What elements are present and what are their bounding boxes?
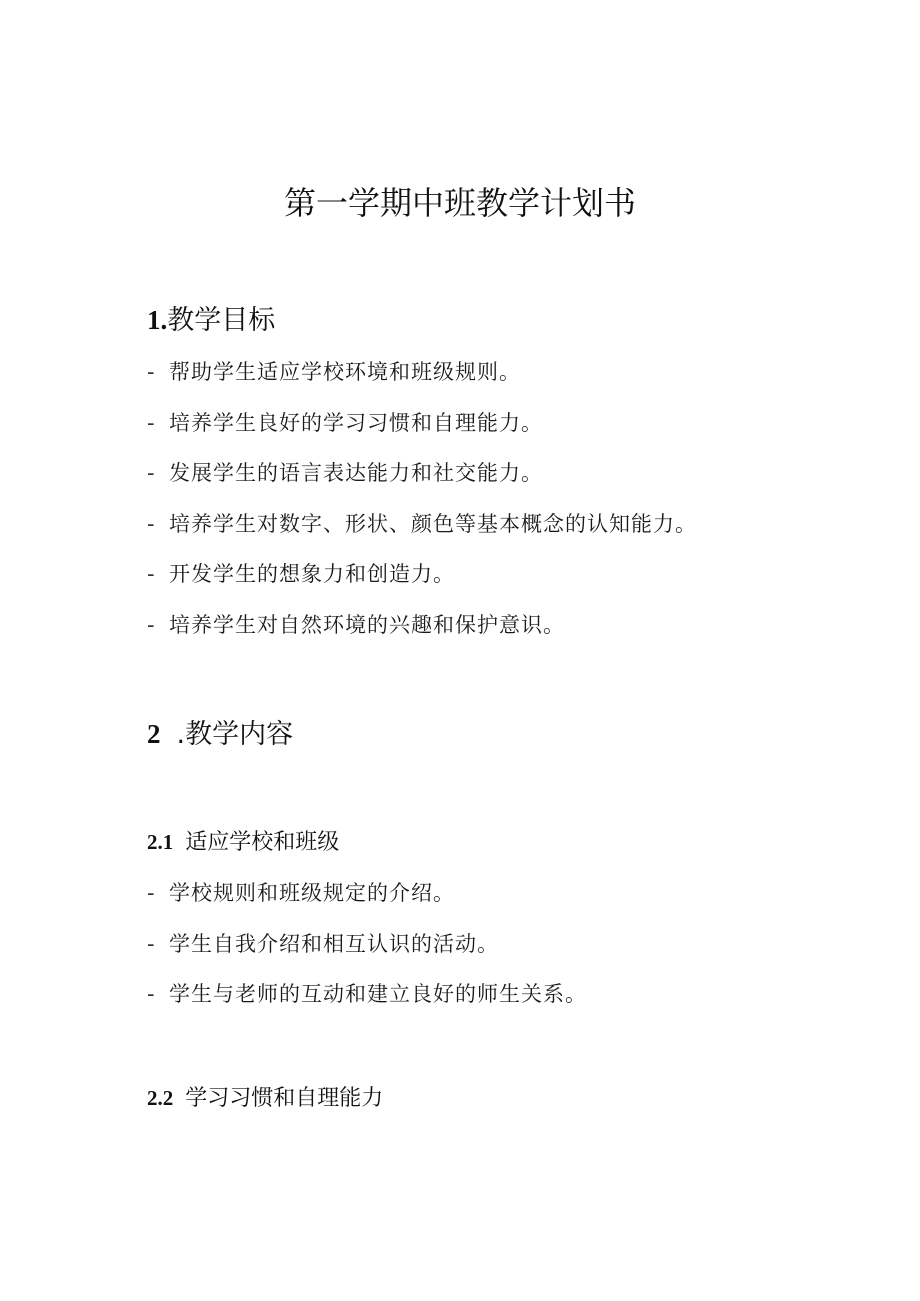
list-item bbox=[147, 610, 697, 661]
list-item-text: 学校规则和班级规定的介绍。 bbox=[169, 881, 455, 905]
list-item bbox=[147, 408, 697, 459]
list-item bbox=[147, 357, 697, 408]
subsection-heading-2-1 bbox=[147, 825, 339, 856]
list-item-text: 培养学生对自然环境的兴趣和保护意识。 bbox=[169, 612, 565, 637]
bullet-dash: - bbox=[147, 982, 156, 1006]
bullet-dash: - bbox=[147, 931, 156, 956]
bullet-dash: - bbox=[147, 881, 156, 905]
section-number-2: 2 bbox=[147, 719, 161, 749]
list-item bbox=[147, 929, 587, 980]
subsection-title-2-2: 学习习惯和自理能力 bbox=[185, 1086, 384, 1111]
list-item-text: 开发学生的想象力和创造力。 bbox=[169, 562, 455, 586]
subsection-number-2-1: 2.1 bbox=[147, 830, 174, 854]
list-item bbox=[147, 458, 697, 509]
list-item-text: 发展学生的语言表达能力和社交能力。 bbox=[169, 461, 543, 485]
list-item-text: 帮助学生适应学校环境和班级规则。 bbox=[169, 360, 521, 384]
section-1-list bbox=[147, 357, 697, 660]
list-item-text: 学生自我介绍和相互认识的活动。 bbox=[169, 931, 499, 956]
bullet-dash: - bbox=[147, 410, 156, 435]
subsection-number-2-2: 2.2 bbox=[147, 1086, 174, 1110]
bullet-dash: - bbox=[147, 511, 156, 536]
list-item-text: 培养学生对数字、形状、颜色等基本概念的认知能力。 bbox=[169, 511, 697, 536]
section-number-1: 1. bbox=[147, 305, 168, 335]
subsection-2-1-list bbox=[147, 878, 587, 1030]
document-title: 第一学期中班教学计划书 bbox=[283, 184, 636, 222]
list-item bbox=[147, 979, 587, 1030]
section-title-2: .教学内容 bbox=[176, 719, 294, 750]
list-item bbox=[147, 878, 587, 929]
subsection-heading-2-2 bbox=[147, 1081, 383, 1112]
list-item-text: 培养学生良好的学习习惯和自理能力。 bbox=[169, 410, 543, 435]
bullet-dash: - bbox=[147, 461, 156, 485]
section-heading-1 bbox=[147, 298, 275, 337]
bullet-dash: - bbox=[147, 562, 156, 586]
subsection-title-2-1: 适应学校和班级 bbox=[185, 830, 340, 855]
list-item-text: 学生与老师的互动和建立良好的师生关系。 bbox=[169, 982, 587, 1006]
bullet-dash: - bbox=[147, 360, 156, 384]
section-heading-2 bbox=[147, 712, 293, 751]
list-item bbox=[147, 509, 697, 560]
list-item bbox=[147, 559, 697, 610]
section-title-1: 教学目标 bbox=[167, 305, 276, 336]
bullet-dash: - bbox=[147, 612, 156, 637]
